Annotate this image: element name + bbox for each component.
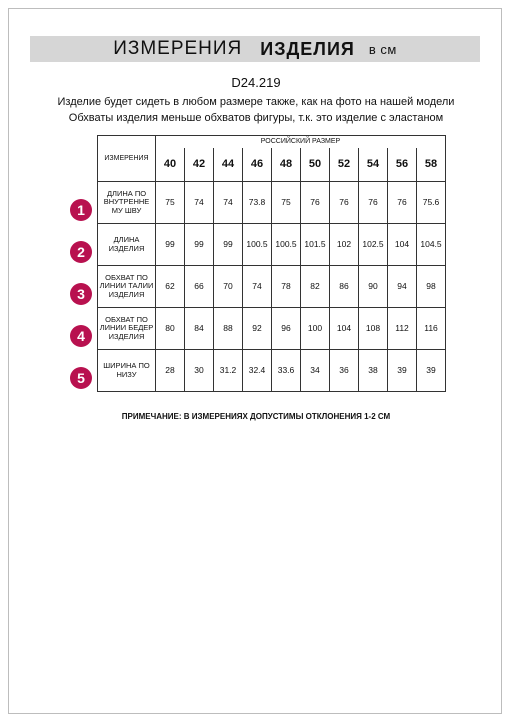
size-header: 50 — [301, 148, 330, 182]
table-row — [98, 266, 446, 308]
table-cell: 108 — [359, 308, 388, 350]
table-cell: 34 — [301, 350, 330, 392]
table-cell: 112 — [388, 308, 417, 350]
table-cell: 104.5 — [417, 224, 446, 266]
table-cell: 39 — [417, 350, 446, 392]
title-unit: в см — [368, 41, 397, 57]
description-line-1: Изделие будет сидеть в любом размере также, как на фото на нашей модели — [57, 96, 455, 108]
measurements-header: ИЗМЕРЕНИЯ — [98, 136, 156, 182]
table-cell: 104 — [388, 224, 417, 266]
table-cell: 102 — [330, 224, 359, 266]
table-cell: 100.5 — [272, 224, 301, 266]
size-header: 54 — [359, 148, 388, 182]
table-cell: 31.2 — [214, 350, 243, 392]
table-cell: 82 — [301, 266, 330, 308]
table-cell: 101.5 — [301, 224, 330, 266]
title-measurements: ИЗМЕРЕНИЯ — [113, 38, 243, 59]
table-cell: 86 — [330, 266, 359, 308]
size-header: 56 — [388, 148, 417, 182]
table-cell: 100 — [301, 308, 330, 350]
title-product: ИЗДЕЛИЯ — [260, 38, 355, 59]
table-cell: 75 — [156, 182, 185, 224]
row-label: ДЛИНА ИЗДЕЛИЯ — [98, 224, 156, 266]
table-cell: 70 — [214, 266, 243, 308]
table-cell: 39 — [388, 350, 417, 392]
table-cell: 116 — [417, 308, 446, 350]
table-cell: 99 — [185, 224, 214, 266]
table-row — [98, 182, 446, 224]
table-cell: 76 — [330, 182, 359, 224]
table-row — [98, 308, 446, 350]
row-label: ОБХВАТ ПО ЛИНИИ БЕДЕР ИЗДЕЛИЯ — [98, 308, 156, 350]
table-row — [98, 350, 446, 392]
table-cell: 62 — [156, 266, 185, 308]
row-label: ОБХВАТ ПО ЛИНИИ ТАЛИИ ИЗДЕЛИЯ — [98, 266, 156, 308]
title-banner — [30, 36, 480, 62]
size-header: 46 — [243, 148, 272, 182]
row-number-badge: 2 — [70, 241, 92, 263]
row-number-badge: 3 — [70, 283, 92, 305]
table-cell: 99 — [156, 224, 185, 266]
table-cell: 66 — [185, 266, 214, 308]
row-number-badge: 1 — [70, 199, 92, 221]
table-cell: 94 — [388, 266, 417, 308]
table-cell: 88 — [214, 308, 243, 350]
row-label: ДЛИНА ПО ВНУТРЕННЕ МУ ШВУ — [98, 182, 156, 224]
table-cell: 28 — [156, 350, 185, 392]
size-header: 58 — [417, 148, 446, 182]
size-header: 42 — [185, 148, 214, 182]
table-cell: 90 — [359, 266, 388, 308]
table-cell: 99 — [214, 224, 243, 266]
table-cell: 96 — [272, 308, 301, 350]
table-cell: 92 — [243, 308, 272, 350]
measurement-note: ПРИМЕЧАНИЕ: В ИЗМЕРЕНИЯХ ДОПУСТИМЫ ОТКЛОНЕНИЯ 1-2 СМ — [121, 412, 391, 421]
table-cell: 104 — [330, 308, 359, 350]
table-cell: 75 — [272, 182, 301, 224]
table-cell: 30 — [185, 350, 214, 392]
table-cell: 75.6 — [417, 182, 446, 224]
description-line-2: Обхваты изделия меньше обхватов фигуры, т.к. это изделие с эластаном — [68, 112, 444, 124]
table-cell: 36 — [330, 350, 359, 392]
size-table — [97, 135, 446, 392]
table-cell: 102.5 — [359, 224, 388, 266]
table-cell: 80 — [156, 308, 185, 350]
table-cell: 76 — [301, 182, 330, 224]
table-cell: 33.6 — [272, 350, 301, 392]
row-number-badge: 5 — [70, 367, 92, 389]
table-cell: 76 — [359, 182, 388, 224]
size-header: 52 — [330, 148, 359, 182]
size-header: 44 — [214, 148, 243, 182]
table-cell: 32.4 — [243, 350, 272, 392]
russian-size-header: РОССИЙСКИЙ РАЗМЕР — [156, 136, 446, 148]
table-cell: 38 — [359, 350, 388, 392]
table-cell: 74 — [185, 182, 214, 224]
table-cell: 98 — [417, 266, 446, 308]
product-code: D24.219 — [231, 75, 281, 90]
table-cell: 100.5 — [243, 224, 272, 266]
table-cell: 78 — [272, 266, 301, 308]
row-number-badge: 4 — [70, 325, 92, 347]
table-cell: 74 — [214, 182, 243, 224]
table-cell: 73.8 — [243, 182, 272, 224]
table-cell: 76 — [388, 182, 417, 224]
table-cell: 74 — [243, 266, 272, 308]
size-header: 48 — [272, 148, 301, 182]
row-label: ШИРИНА ПО НИЗУ — [98, 350, 156, 392]
table-cell: 84 — [185, 308, 214, 350]
size-header: 40 — [156, 148, 185, 182]
table-row — [98, 224, 446, 266]
